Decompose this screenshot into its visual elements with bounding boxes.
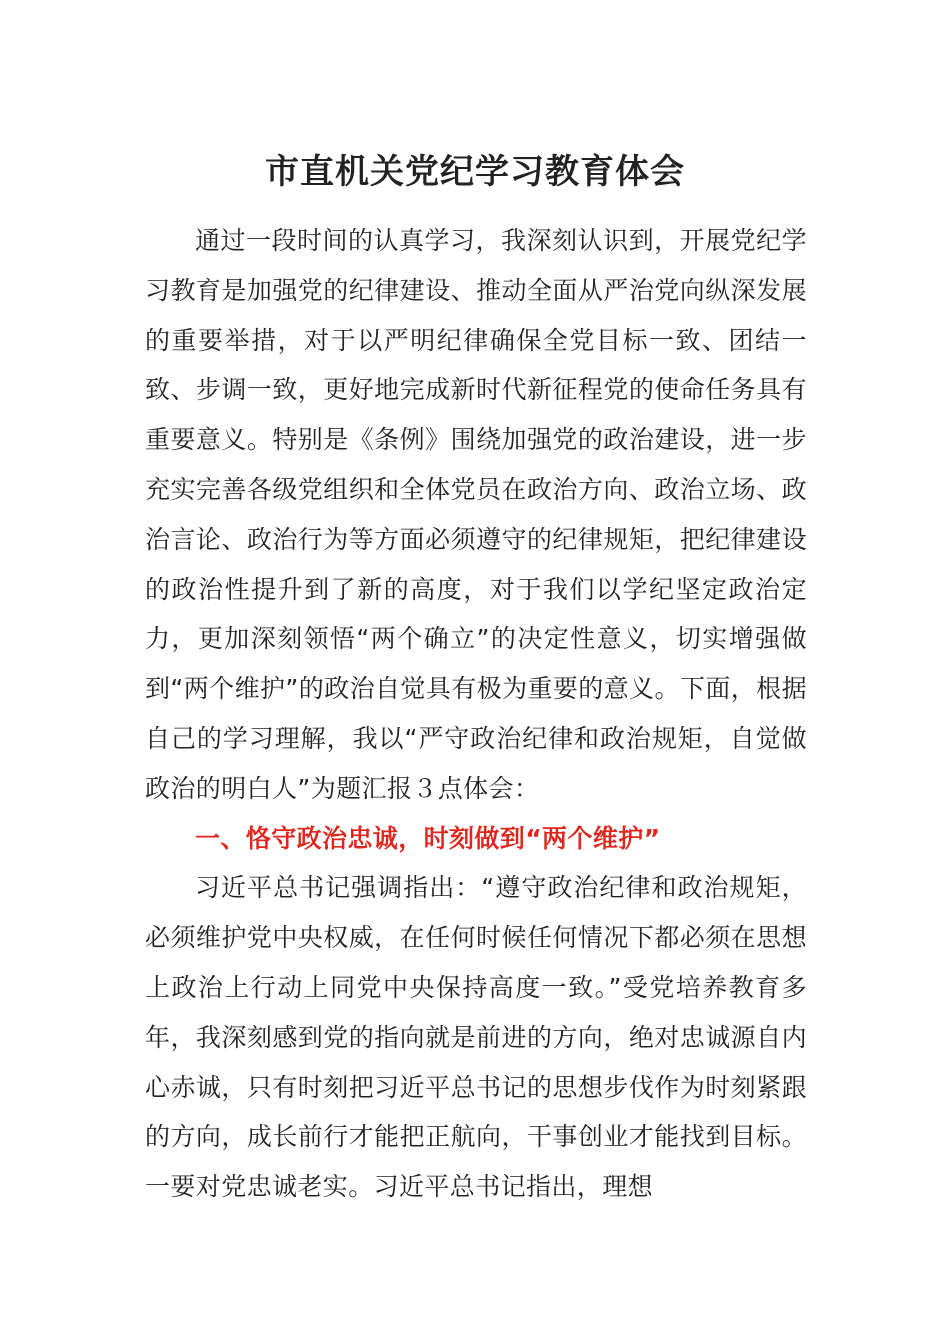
paragraph-intro: 通过一段时间的认真学习，我深刻认识到，开展党纪学习教育是加强党的纪律建设、推动全面从严治党向纵深发展的重要举措，对于以严明纪律确保全党目标一致、团结一致、步调一致，更好地完成新时代新征程党的使命任务具有重要意义。特别是《条例》围绕加强党的政治建设，进一步充实完善各级党组织和全体党员在政治方向、政治立场、政治言论、政治行为等方面必须遵守的纪律规矩，把纪律建设的政治性提升到了新的高度，对于我们以学纪坚定政治定力，更加深刻领悟“两个确立”的决定性意义，切实增强做到“两个维护”的政治自觉具有极为重要的意义。下面，根据自己的学习理解，我以“严守政治纪律和政治规矩，自觉做政治的明白人”为题汇报３点体会： [145,226,807,803]
section-heading-1: 一、恪守政治忠诚，时刻做到“两个维护” [195,823,661,853]
document-title: 市直机关党纪学习教育体会 [265,152,685,192]
document-body [145,216,807,1212]
paragraph-section-1: 习近平总书记强调指出：“遵守政治纪律和政治规矩，必须维护党中央权威，在任何时候任何情况下都必须在思想上政治上行动上同党中央保持高度一致。”受党培养教育多年，我深刻感到党的指向就是前进的方向，绝对忠诚源自内心赤诚，只有时刻把习近平总书记的思想步伐作为时刻紧跟的方向，成长前行才能把正航向，干事创业才能找到目标。一要对党忠诚老实。习近平总书记指出，理想 [145,873,807,1202]
